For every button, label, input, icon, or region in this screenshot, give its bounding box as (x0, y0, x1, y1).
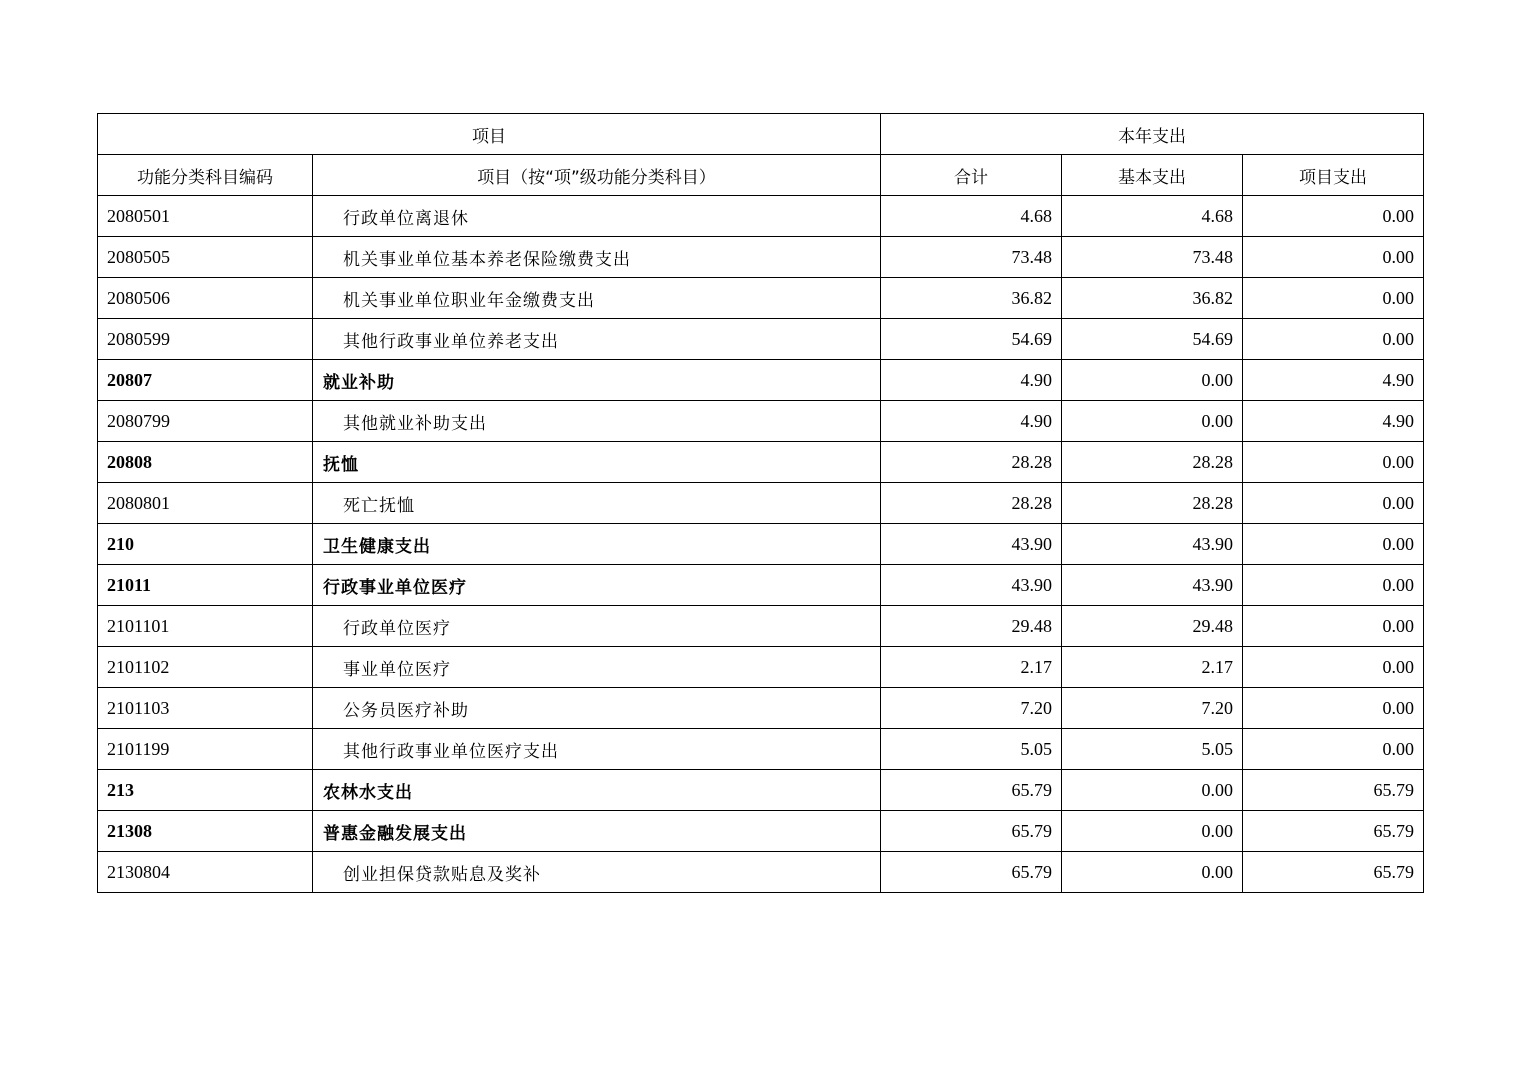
cell-name: 死亡抚恤 (313, 483, 881, 524)
cell-name: 其他行政事业单位养老支出 (313, 319, 881, 360)
cell-project: 0.00 (1243, 442, 1424, 483)
table-row (98, 852, 1424, 893)
cell-project: 0.00 (1243, 278, 1424, 319)
cell-basic: 7.20 (1062, 688, 1243, 729)
cell-code: 2080501 (98, 196, 313, 237)
table-row (98, 196, 1424, 237)
cell-code: 2080799 (98, 401, 313, 442)
cell-code: 2130804 (98, 852, 313, 893)
expense-table (97, 113, 1424, 893)
cell-basic: 5.05 (1062, 729, 1243, 770)
cell-code: 2080505 (98, 237, 313, 278)
cell-project: 0.00 (1243, 196, 1424, 237)
table-row (98, 237, 1424, 278)
cell-code: 21011 (98, 565, 313, 606)
cell-basic: 0.00 (1062, 852, 1243, 893)
table-row (98, 565, 1424, 606)
table-row (98, 729, 1424, 770)
cell-name: 卫生健康支出 (313, 524, 881, 565)
table-row (98, 442, 1424, 483)
cell-code: 2101102 (98, 647, 313, 688)
cell-basic: 73.48 (1062, 237, 1243, 278)
cell-total: 28.28 (881, 442, 1062, 483)
cell-project: 0.00 (1243, 647, 1424, 688)
cell-project: 4.90 (1243, 360, 1424, 401)
cell-total: 65.79 (881, 852, 1062, 893)
cell-total: 43.90 (881, 524, 1062, 565)
budget-table-sheet (97, 113, 1423, 893)
header-project: 项目支出 (1243, 155, 1424, 196)
cell-name: 机关事业单位职业年金缴费支出 (313, 278, 881, 319)
cell-basic: 54.69 (1062, 319, 1243, 360)
cell-basic: 0.00 (1062, 401, 1243, 442)
cell-basic: 0.00 (1062, 360, 1243, 401)
header-total: 合计 (881, 155, 1062, 196)
cell-total: 4.68 (881, 196, 1062, 237)
table-row (98, 401, 1424, 442)
cell-project: 0.00 (1243, 565, 1424, 606)
header-basic: 基本支出 (1062, 155, 1243, 196)
table-row (98, 770, 1424, 811)
cell-code: 21308 (98, 811, 313, 852)
cell-project: 65.79 (1243, 770, 1424, 811)
cell-total: 28.28 (881, 483, 1062, 524)
cell-code: 210 (98, 524, 313, 565)
cell-basic: 28.28 (1062, 483, 1243, 524)
table-body (98, 196, 1424, 893)
table-row (98, 360, 1424, 401)
cell-basic: 43.90 (1062, 524, 1243, 565)
cell-project: 0.00 (1243, 319, 1424, 360)
cell-name: 事业单位医疗 (313, 647, 881, 688)
cell-name: 其他就业补助支出 (313, 401, 881, 442)
cell-code: 2080801 (98, 483, 313, 524)
table-row (98, 319, 1424, 360)
cell-project: 65.79 (1243, 811, 1424, 852)
cell-code: 2080599 (98, 319, 313, 360)
header-year-expense-group: 本年支出 (881, 114, 1424, 155)
cell-project: 0.00 (1243, 606, 1424, 647)
cell-name: 行政事业单位医疗 (313, 565, 881, 606)
table-row (98, 811, 1424, 852)
header-row-groups (98, 114, 1424, 155)
table-row (98, 483, 1424, 524)
table-row (98, 524, 1424, 565)
table-row (98, 688, 1424, 729)
cell-total: 73.48 (881, 237, 1062, 278)
cell-name: 行政单位离退休 (313, 196, 881, 237)
cell-code: 2101199 (98, 729, 313, 770)
cell-total: 65.79 (881, 770, 1062, 811)
cell-total: 43.90 (881, 565, 1062, 606)
cell-basic: 43.90 (1062, 565, 1243, 606)
cell-basic: 0.00 (1062, 811, 1243, 852)
table-row (98, 606, 1424, 647)
cell-name: 抚恤 (313, 442, 881, 483)
cell-total: 5.05 (881, 729, 1062, 770)
cell-name: 行政单位医疗 (313, 606, 881, 647)
cell-name: 就业补助 (313, 360, 881, 401)
cell-basic: 2.17 (1062, 647, 1243, 688)
cell-project: 0.00 (1243, 483, 1424, 524)
cell-basic: 4.68 (1062, 196, 1243, 237)
cell-total: 4.90 (881, 401, 1062, 442)
cell-code: 213 (98, 770, 313, 811)
cell-total: 65.79 (881, 811, 1062, 852)
cell-code: 2101101 (98, 606, 313, 647)
cell-name: 其他行政事业单位医疗支出 (313, 729, 881, 770)
cell-name: 机关事业单位基本养老保险缴费支出 (313, 237, 881, 278)
cell-code: 20807 (98, 360, 313, 401)
header-name: 项目（按“项”级功能分类科目） (313, 155, 881, 196)
cell-code: 2101103 (98, 688, 313, 729)
cell-total: 29.48 (881, 606, 1062, 647)
cell-project: 0.00 (1243, 729, 1424, 770)
cell-project: 0.00 (1243, 688, 1424, 729)
cell-code: 20808 (98, 442, 313, 483)
header-code: 功能分类科目编码 (98, 155, 313, 196)
cell-project: 0.00 (1243, 237, 1424, 278)
cell-total: 7.20 (881, 688, 1062, 729)
cell-project: 65.79 (1243, 852, 1424, 893)
cell-basic: 0.00 (1062, 770, 1243, 811)
cell-project: 0.00 (1243, 524, 1424, 565)
table-row (98, 278, 1424, 319)
cell-basic: 29.48 (1062, 606, 1243, 647)
table-row (98, 647, 1424, 688)
cell-total: 54.69 (881, 319, 1062, 360)
cell-total: 36.82 (881, 278, 1062, 319)
cell-basic: 28.28 (1062, 442, 1243, 483)
cell-total: 2.17 (881, 647, 1062, 688)
cell-name: 农林水支出 (313, 770, 881, 811)
cell-basic: 36.82 (1062, 278, 1243, 319)
cell-code: 2080506 (98, 278, 313, 319)
cell-name: 创业担保贷款贴息及奖补 (313, 852, 881, 893)
cell-project: 4.90 (1243, 401, 1424, 442)
header-project-group: 项目 (98, 114, 881, 155)
cell-name: 普惠金融发展支出 (313, 811, 881, 852)
cell-total: 4.90 (881, 360, 1062, 401)
cell-name: 公务员医疗补助 (313, 688, 881, 729)
header-row-columns (98, 155, 1424, 196)
